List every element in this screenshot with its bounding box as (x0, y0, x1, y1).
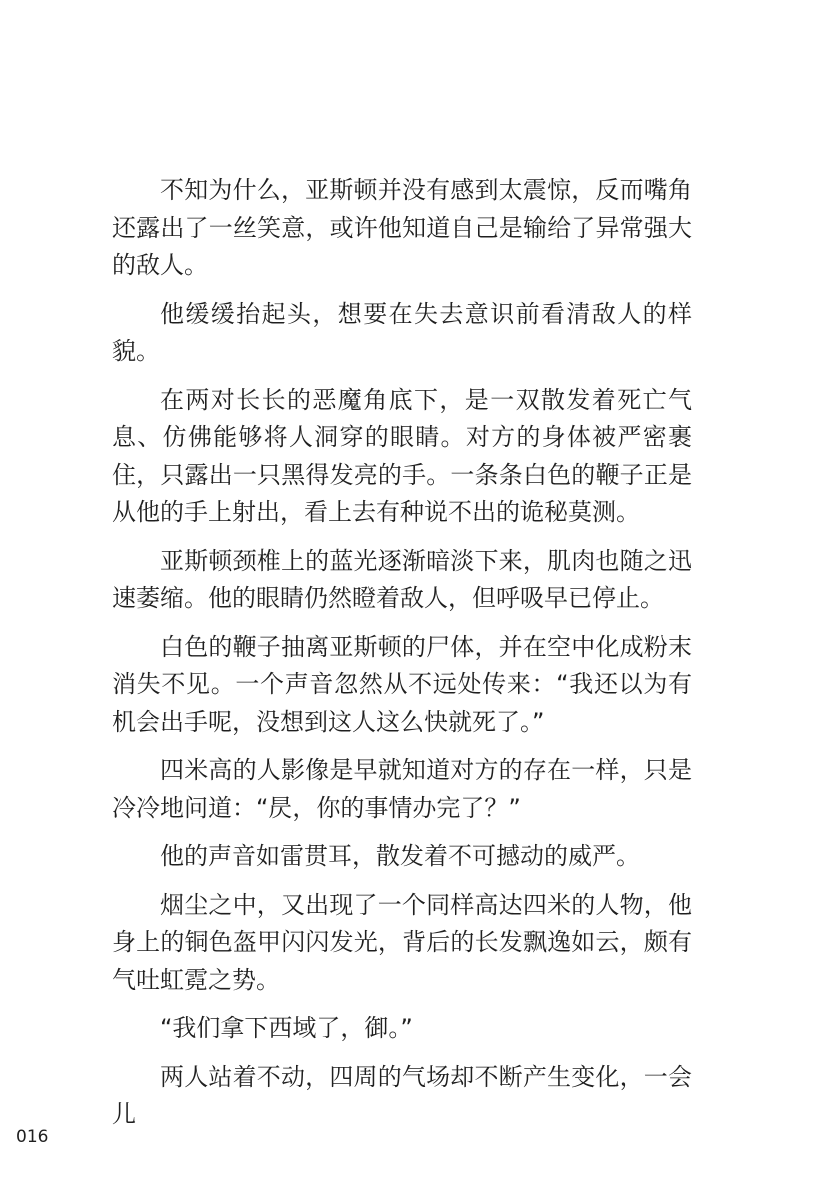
paragraph: 他缓缓抬起头，想要在失去意识前看清敌人的样貌。 (112, 299, 692, 365)
paragraph: 不知为什么，亚斯顿并没有感到太震惊，反而嘴角还露出了一丝笑意，或许他知道自己是输给了异常强大的敌人。 (112, 176, 692, 279)
paragraph: 两人站着不动，四周的气场却不断产生变化，一会儿 (112, 1062, 692, 1128)
paragraph: 亚斯顿颈椎上的蓝光逐渐暗淡下来，肌肉也随之迅速萎缩。他的眼睛仍然瞪着敌人，但呼吸早已停止。 (112, 546, 692, 612)
paragraph: 他的声音如雷贯耳，散发着不可撼动的威严。 (160, 842, 640, 870)
paragraph: “我们拿下西域了，御。” (160, 1014, 413, 1042)
page-text-body (112, 172, 692, 1145)
paragraph: 在两对长长的恶魔角底下，是一双散发着死亡气息、仿佛能够将人洞穿的眼睛。对方的身体被严密裹住，只露出一只黑得发亮的手。一条条白色的鞭子正是从他的手上射出，看上去有种说不出的诡秘莫测。 (112, 385, 692, 526)
paragraph: 烟尘之中，又出现了一个同样高达四米的人物，他身上的铜色盔甲闪闪发光，背后的长发飘逸如云，颇有气吐虹霓之势。 (112, 890, 692, 994)
paragraph: 四米高的人影像是早就知道对方的存在一样，只是冷冷地问道：“昃，你的事情办完了？” (112, 756, 692, 822)
paragraph: 白色的鞭子抽离亚斯顿的尸体，并在空中化成粉末消失不见。一个声音忽然从不远处传来：“我还以为有机会出手呢，没想到这人这么快就死了。” (112, 632, 692, 736)
page-number: 016 (16, 1127, 49, 1147)
